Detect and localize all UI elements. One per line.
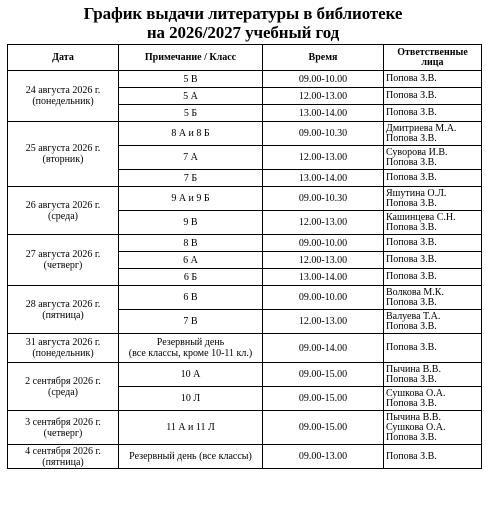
weekday-text: (среда) xyxy=(48,386,78,398)
class-cell: 5 Б xyxy=(119,105,263,122)
responsible-name: Яшутина О.Л. xyxy=(386,187,447,199)
responsible-name: Попова З.В. xyxy=(386,197,437,209)
time-cell: 12.00-13.00 xyxy=(263,252,384,269)
responsible-cell xyxy=(384,146,482,170)
responsible-cell xyxy=(384,363,482,387)
document-subtitle: на 2026/2027 учебный год xyxy=(146,23,340,42)
weekday-text: (пятница) xyxy=(42,309,84,321)
date-cell xyxy=(8,122,119,187)
responsible-cell xyxy=(384,170,482,187)
header-row xyxy=(8,45,482,71)
date-text: 28 августа 2026 г. xyxy=(25,298,101,310)
class-cell xyxy=(119,334,263,363)
responsible-name: Дмитриева М.А. xyxy=(386,122,457,134)
responsible-cell xyxy=(384,310,482,334)
class-cell: 6 В xyxy=(119,286,263,310)
date-cell xyxy=(8,71,119,122)
date-cell xyxy=(8,363,119,411)
class-cell: Резервный день (все классы) xyxy=(119,445,263,469)
class-cell: 10 А xyxy=(119,363,263,387)
responsible-name: Попова З.В. xyxy=(386,320,437,332)
date-text: 25 августа 2026 г. xyxy=(25,143,101,154)
class-cell: 7 А xyxy=(119,146,263,170)
responsible-cell xyxy=(384,286,482,310)
time-cell: 12.00-13.00 xyxy=(263,211,384,235)
date-cell xyxy=(8,445,119,469)
time-cell: 09.00-10.30 xyxy=(263,187,384,211)
responsible-cell xyxy=(384,187,482,211)
table-row xyxy=(8,445,482,469)
responsible-name: Попова З.В. xyxy=(386,107,437,118)
responsible-name: Волкова М.К. xyxy=(386,286,444,298)
responsible-name: Попова З.В. xyxy=(386,237,437,248)
responsible-cell xyxy=(384,88,482,105)
header-resp: Ответственные лица xyxy=(384,45,482,71)
date-text: 26 августа 2026 г. xyxy=(25,199,101,211)
time-cell: 09.00-10.00 xyxy=(263,286,384,310)
table-row xyxy=(8,411,482,445)
time-cell: 09.00-15.00 xyxy=(263,363,384,387)
time-cell: 09.00-15.00 xyxy=(263,411,384,445)
time-cell: 09.00-10.00 xyxy=(263,235,384,252)
class-cell: 8 А и 8 Б xyxy=(119,122,263,146)
responsible-name: Попова З.В. xyxy=(386,450,437,462)
responsible-name: Пычина В.В. xyxy=(386,363,441,375)
date-cell xyxy=(8,235,119,286)
date-text: 31 августа 2026 г. xyxy=(25,337,101,348)
responsible-name: Пычина В.В. xyxy=(386,411,441,423)
responsible-cell xyxy=(384,211,482,235)
table-row xyxy=(8,286,482,310)
responsible-name: Попова З.В. xyxy=(386,271,437,282)
time-cell: 09.00-10.00 xyxy=(263,71,384,88)
responsible-cell xyxy=(384,105,482,122)
header-time: Время xyxy=(263,45,384,71)
header-note: Примечание / Класс xyxy=(119,45,263,71)
schedule-body xyxy=(8,71,482,469)
time-cell: 13.00-14.00 xyxy=(263,170,384,187)
table-row xyxy=(8,363,482,387)
responsible-name: Попова З.В. xyxy=(386,156,437,168)
time-cell: 09.00-13.00 xyxy=(263,445,384,469)
time-cell: 12.00-13.00 xyxy=(263,310,384,334)
time-cell: 09.00-10.30 xyxy=(263,122,384,146)
class-cell: 7 Б xyxy=(119,170,263,187)
responsible-cell xyxy=(384,235,482,252)
responsible-name: Попова З.В. xyxy=(386,221,437,233)
responsible-cell xyxy=(384,71,482,88)
date-cell xyxy=(8,187,119,235)
class-cell: 5 А xyxy=(119,88,263,105)
date-text: 24 августа 2026 г. xyxy=(25,85,101,96)
responsible-name: Сушкова О.А. xyxy=(386,421,446,433)
responsible-cell xyxy=(384,334,482,363)
responsible-name: Попова З.В. xyxy=(386,254,437,265)
responsible-name: Валуева Т.А. xyxy=(386,310,441,322)
date-cell xyxy=(8,411,119,445)
table-row xyxy=(8,187,482,211)
weekday-text: (четверг) xyxy=(43,260,83,271)
responsible-name: Попова З.В. xyxy=(386,90,437,101)
class-cell: 9 В xyxy=(119,211,263,235)
class-cell: 6 А xyxy=(119,252,263,269)
weekday-text: (понедельник) xyxy=(32,348,94,359)
weekday-text: (вторник) xyxy=(42,154,84,165)
date-cell xyxy=(8,334,119,363)
responsible-name: Попова З.В. xyxy=(386,342,437,353)
time-cell: 12.00-13.00 xyxy=(263,88,384,105)
weekday-text: (понедельник) xyxy=(32,96,94,107)
responsible-name: Попова З.В. xyxy=(386,73,437,84)
table-row xyxy=(8,122,482,146)
responsible-cell xyxy=(384,411,482,445)
responsible-cell xyxy=(384,445,482,469)
class-cell: 7 В xyxy=(119,310,263,334)
date-text: 4 сентября 2026 г. xyxy=(25,445,101,457)
class-text: Резервный день xyxy=(156,337,225,348)
class-text: (все классы, кроме 10-11 кл.) xyxy=(128,348,253,359)
class-cell: 6 Б xyxy=(119,269,263,286)
time-cell: 09.00-15.00 xyxy=(263,387,384,411)
time-cell: 13.00-14.00 xyxy=(263,269,384,286)
date-text: 3 сентября 2026 г. xyxy=(25,416,101,428)
responsible-cell xyxy=(384,252,482,269)
responsible-name: Попова З.В. xyxy=(386,172,437,183)
responsible-name: Попова З.В. xyxy=(386,397,437,409)
class-cell: 5 В xyxy=(119,71,263,88)
responsible-cell xyxy=(384,122,482,146)
document-title: График выдачи литературы в библиотеке xyxy=(83,4,403,23)
responsible-name: Попова З.В. xyxy=(386,373,437,385)
responsible-cell xyxy=(384,269,482,286)
date-text: 2 сентября 2026 г. xyxy=(25,375,101,387)
responsible-name: Попова З.В. xyxy=(386,296,437,308)
table-row xyxy=(8,235,482,252)
responsible-name: Кашинцева С.Н. xyxy=(386,211,456,223)
table-row xyxy=(8,71,482,88)
responsible-name: Суворова И.В. xyxy=(386,146,448,158)
date-text: 27 августа 2026 г. xyxy=(25,249,101,260)
time-cell: 13.00-14.00 xyxy=(263,105,384,122)
responsible-cell xyxy=(384,387,482,411)
responsible-name: Сушкова О.А. xyxy=(386,387,446,399)
time-cell: 09.00-14.00 xyxy=(263,334,384,363)
class-cell: 10 Л xyxy=(119,387,263,411)
weekday-text: (четверг) xyxy=(43,427,83,439)
table-row xyxy=(8,334,482,363)
date-cell xyxy=(8,286,119,334)
header-date: Дата xyxy=(8,45,119,71)
time-cell: 12.00-13.00 xyxy=(263,146,384,170)
weekday-text: (пятница) xyxy=(42,456,84,468)
schedule-table xyxy=(7,44,482,469)
responsible-name: Попова З.В. xyxy=(386,431,437,443)
class-cell: 9 А и 9 Б xyxy=(119,187,263,211)
weekday-text: (среда) xyxy=(48,210,78,222)
responsible-name: Попова З.В. xyxy=(386,132,437,144)
class-cell: 11 А и 11 Л xyxy=(119,411,263,445)
class-cell: 8 В xyxy=(119,235,263,252)
